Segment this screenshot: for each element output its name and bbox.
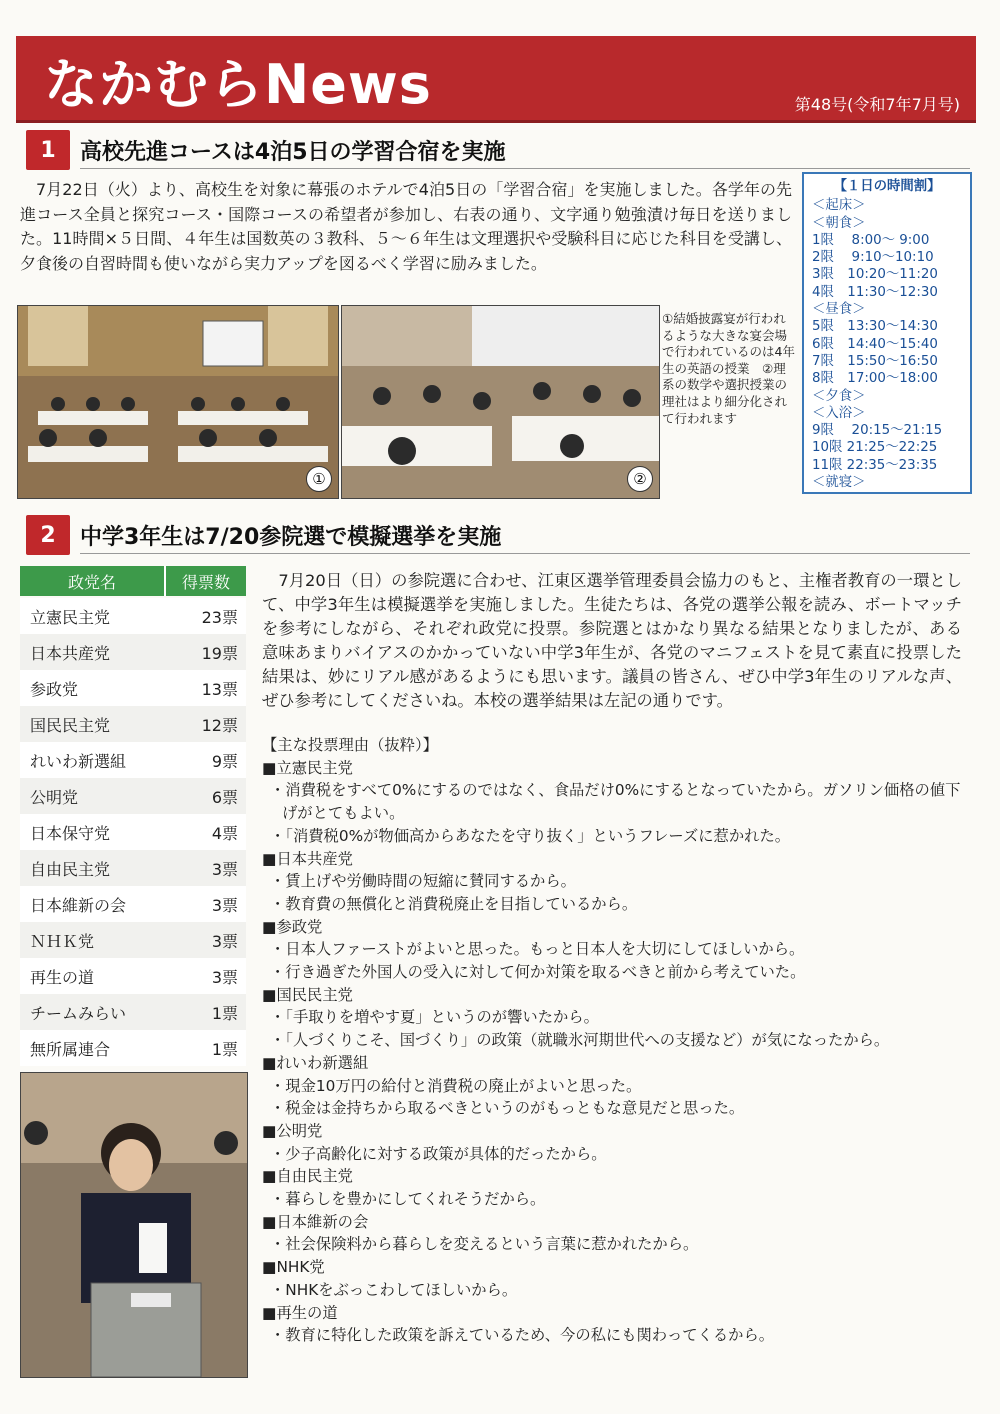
photo-banquet-hall-illustration (18, 306, 338, 498)
vote-count: 6票 (211, 787, 238, 807)
issue-number: 第48号(令和7年7月号) (794, 95, 960, 114)
vote-count: 3票 (211, 967, 238, 987)
party-name: 日本維新の会 (30, 895, 127, 915)
votes-table-row (20, 742, 246, 778)
party-name: チームみらい (30, 1003, 127, 1023)
reason-item: ・「人づくりこそ、国づくり」の政策（就職氷河期世代への支援など）が気になったから。 (270, 1031, 890, 1050)
reason-party: ■立憲民主党 (262, 758, 353, 777)
timetable-row: ＜起床＞ (812, 198, 866, 214)
votes-table-header (20, 566, 246, 596)
timetable-row: ＜就寝＞ (812, 475, 866, 491)
reason-item: ・現金10万円の給付と消費税の廃止がよいと思った。 (270, 1076, 642, 1095)
reason-item: ・暮らしを豊かにしてくれそうだから。 (270, 1190, 546, 1209)
reason-item: ・社会保険料から暮らしを変えるという言葉に惹かれたから。 (270, 1235, 699, 1254)
section2-body: 7月20日（日）の参院選に合わせ、江東区選挙管理委員会協力のもと、主権者教育の一環として、中学3年生は模擬選挙を実施しました。生徒たちは、各党の選挙公報を読み、ボートマッチを参考にしながら、それぞれ政党に投票。参院選とはかなり異なる結果となりましたが、ある意味あまりバイアスのかかっていない中学3年生が、各党のマニフェストを見て素直に投票した結果は、妙にリアル感があるようにも思います。議員の皆さん、ぜひ中学3年生のリアルな声、ぜひ参考にしてくださいね。本校の選挙結果は左記の通りです。 (262, 571, 962, 710)
reason-party: ■参政党 (262, 917, 323, 936)
vote-count: 19票 (201, 643, 238, 663)
reason-party: ■NHK党 (262, 1258, 325, 1277)
timetable-row: 1限 8:00～ 9:00 (812, 232, 930, 248)
section2-number: 2 (26, 515, 70, 555)
vote-count: 3票 (211, 931, 238, 951)
reason-item: ・NHKをぶっこわしてほしいから。 (270, 1280, 518, 1299)
vote-count: 3票 (211, 895, 238, 915)
vote-count: 1票 (211, 1003, 238, 1023)
vote-count: 1票 (211, 1039, 238, 1059)
reason-party: ■国民民主党 (262, 985, 353, 1004)
section1-number: 1 (26, 130, 70, 170)
reason-item: ・消費税をすべて0%にするのではなく、食品だけ0%にするとなっていたから。ガソリン価格の値下げがとてもよい。 (270, 781, 961, 823)
reason-item: ・教育に特化した政策を訴えているため、今の私にも関わってくるから。 (270, 1326, 775, 1345)
reasons-list (262, 757, 962, 1347)
vote-count: 13票 (201, 679, 238, 699)
section1-title: 高校先進コースは4泊5日の学習合宿を実施 (80, 140, 506, 165)
timetable-row: ＜入浴＞ (812, 405, 866, 421)
votes-table-row (20, 706, 246, 742)
vote-count: 23票 (201, 607, 238, 627)
photo-ballot-box-illustration (21, 1073, 247, 1377)
reason-party: ■れいわ新選組 (262, 1053, 369, 1072)
party-name: 参政党 (30, 679, 79, 699)
votes-table-row (20, 922, 246, 958)
votes-table-row (20, 850, 246, 886)
votes-table-row (20, 634, 246, 670)
photo-math-class-illustration (342, 306, 659, 498)
timetable-row: 5限 13:30～14:30 (812, 319, 938, 335)
photo1-number: ① (306, 466, 332, 492)
timetable-row: 3限 10:20～11:20 (812, 267, 938, 283)
section1-rule (80, 168, 970, 169)
reasons-heading: 【主な投票理由（抜粋）】 (262, 736, 438, 754)
party-name: れいわ新選組 (30, 751, 127, 771)
timetable-row: 7限 15:50～16:50 (812, 353, 938, 369)
party-name: 日本保守党 (30, 823, 111, 843)
reason-item: ・少子高齢化に対する政策が具体的だったから。 (270, 1144, 607, 1163)
vote-reasons (262, 734, 962, 1347)
daily-timetable (802, 172, 972, 494)
vote-count: 3票 (211, 859, 238, 879)
timetable-title: 【１日の時間割】 (833, 179, 941, 194)
reason-party: ■再生の道 (262, 1303, 338, 1322)
votes-table-row (20, 814, 246, 850)
votes-table-row (20, 1030, 246, 1066)
photo-math-class (341, 305, 660, 499)
photo-ballot-box (20, 1072, 248, 1378)
votes-table-row (20, 670, 246, 706)
reason-party: ■日本維新の会 (262, 1212, 369, 1231)
timetable-row: 10限 21:25～22:25 (812, 440, 938, 456)
vote-count: 4票 (211, 823, 238, 843)
reason-party: ■公明党 (262, 1121, 323, 1140)
party-name: 無所属連合 (30, 1039, 111, 1059)
votes-table-row (20, 598, 246, 634)
timetable-row: 11限 22:35～23:35 (812, 457, 938, 473)
section2-title: 中学3年生は7/20参院選で模擬選挙を実施 (80, 525, 502, 550)
reason-item: ・賃上げや労働時間の短縮に賛同するから。 (270, 872, 576, 891)
party-name: ＮＨＫ党 (30, 931, 95, 951)
timetable-row: 2限 9:10～10:10 (812, 250, 934, 266)
votes-table-row (20, 778, 246, 814)
reason-item: ・行き過ぎた外国人の受入に対して何か対策を取るべきと前から考えていた。 (270, 963, 806, 982)
photo2-number: ② (627, 466, 653, 492)
timetable-row: ＜昼食＞ (812, 302, 866, 318)
timetable-row: 9限 20:15～21:15 (812, 423, 943, 439)
reason-item: ・「消費税0%が物価高からあなたを守り抜く」というフレーズに惹かれた。 (270, 826, 791, 845)
timetable-row: 6限 14:40～15:40 (812, 336, 938, 352)
reason-item: ・「手取りを増やす夏」というのが響いたから。 (270, 1008, 599, 1027)
timetable-row: 4限 11:30～12:30 (812, 284, 938, 300)
reason-item: ・日本人ファーストがよいと思った。もっと日本人を大切にしてほしいから。 (270, 940, 805, 959)
votes-table-row (20, 994, 246, 1030)
newsletter-title: なかむらNews (44, 53, 432, 116)
section2-rule (80, 553, 970, 554)
party-name: 再生の道 (30, 967, 95, 987)
votes-table-row (20, 886, 246, 922)
photo-caption: ①結婚披露宴が行われるような大きな宴会場で行われているのは4年生の英語の授業 ②理系の数学や選択授業の理社はより細分化されて行われます (662, 311, 795, 426)
party-name: 自由民主党 (30, 859, 111, 879)
vote-count: 12票 (201, 715, 238, 735)
party-name: 公明党 (30, 787, 79, 807)
header-votes: 得票数 (181, 572, 230, 592)
reason-party: ■自由民主党 (262, 1167, 353, 1186)
votes-table-row (20, 958, 246, 994)
timetable-row: 8限 17:00～18:00 (812, 371, 938, 387)
vote-count: 9票 (211, 751, 238, 771)
reason-party: ■日本共産党 (262, 849, 353, 868)
party-name: 国民民主党 (30, 715, 111, 735)
timetable-row: ＜朝食＞ (812, 215, 866, 231)
reason-item: ・教育費の無償化と消費税廃止を目指しているから。 (270, 894, 638, 913)
reason-item: ・税金は金持ちから取るべきというのがもっともな意見だと思った。 (270, 1099, 745, 1118)
section1-body: 7月22日（火）より、高校生を対象に幕張のホテルで4泊5日の「学習合宿」を実施しました。各学年の先進コース全員と探究コース・国際コースの希望者が参加し、右表の通り、文字通り勉強漬け毎日を送りました。11時間×５日間、４年生は国数英の３教科、５～６年生は文理選択や受験科目に応じた科目を受講し、夕食後の自習時間も使いながら実力アップを図るべく学習に励みました。 (20, 180, 792, 273)
party-name: 立憲民主党 (30, 607, 111, 627)
header-party: 政党名 (20, 566, 166, 596)
party-name: 日本共産党 (30, 643, 111, 663)
photo-banquet-hall-class (17, 305, 339, 499)
timetable-row: ＜夕食＞ (812, 388, 866, 404)
